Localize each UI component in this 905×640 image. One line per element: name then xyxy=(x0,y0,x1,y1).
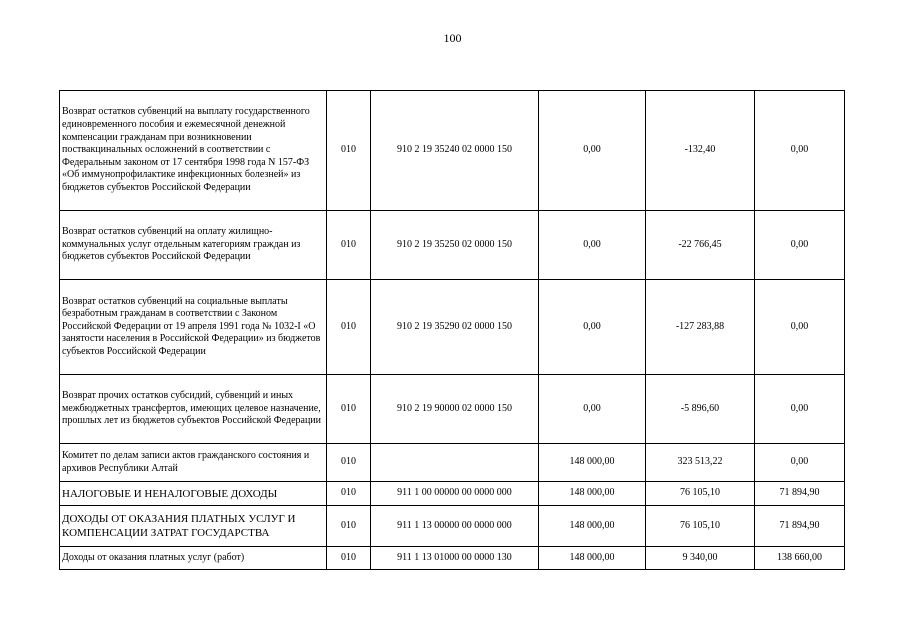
row-budget-code xyxy=(371,444,539,482)
row-budget-code: 910 2 19 90000 02 0000 150 xyxy=(371,375,539,444)
row-value-1: 0,00 xyxy=(539,211,646,280)
row-value-2: 76 105,10 xyxy=(646,506,755,547)
row-admin-code: 010 xyxy=(327,91,371,211)
row-value-2: 323 513,22 xyxy=(646,444,755,482)
row-name: НАЛОГОВЫЕ И НЕНАЛОГОВЫЕ ДОХОДЫ xyxy=(60,482,327,506)
row-value-3: 71 894,90 xyxy=(755,482,845,506)
row-value-2: -5 896,60 xyxy=(646,375,755,444)
row-admin-code: 010 xyxy=(327,280,371,375)
row-budget-code: 911 1 00 00000 00 0000 000 xyxy=(371,482,539,506)
row-value-1: 148 000,00 xyxy=(539,506,646,547)
row-value-3: 0,00 xyxy=(755,444,845,482)
row-value-3: 0,00 xyxy=(755,375,845,444)
row-admin-code: 010 xyxy=(327,506,371,547)
row-admin-code: 010 xyxy=(327,375,371,444)
row-value-3: 71 894,90 xyxy=(755,506,845,547)
row-value-1: 0,00 xyxy=(539,375,646,444)
row-value-2: -132,40 xyxy=(646,91,755,211)
table-row xyxy=(60,444,845,482)
row-value-3: 0,00 xyxy=(755,211,845,280)
row-value-3: 0,00 xyxy=(755,91,845,211)
table-row xyxy=(60,91,845,211)
row-name: Возврат остатков субвенций на оплату жилищно-коммунальных услуг отдельным категориям граждан из бюджетов субъектов Российской Федерации xyxy=(60,211,327,280)
row-value-1: 0,00 xyxy=(539,91,646,211)
row-name: Комитет по делам записи актов гражданского состояния и архивов Республики Алтай xyxy=(60,444,327,482)
table-row xyxy=(60,375,845,444)
row-admin-code: 010 xyxy=(327,211,371,280)
row-admin-code: 010 xyxy=(327,547,371,570)
row-value-2: 76 105,10 xyxy=(646,482,755,506)
row-name: Возврат прочих остатков субсидий, субвенций и иных межбюджетных трансфертов, имеющих целевое назначение, прошлых лет из бюджетов субъектов Российской Федерации xyxy=(60,375,327,444)
row-value-2: 9 340,00 xyxy=(646,547,755,570)
table-row xyxy=(60,280,845,375)
row-value-1: 148 000,00 xyxy=(539,444,646,482)
row-budget-code: 910 2 19 35290 02 0000 150 xyxy=(371,280,539,375)
row-name: Доходы от оказания платных услуг (работ) xyxy=(60,547,327,570)
table-row xyxy=(60,506,845,547)
row-value-3: 0,00 xyxy=(755,280,845,375)
budget-table xyxy=(59,90,845,570)
row-name: Возврат остатков субвенций на социальные выплаты безработным гражданам в соответствии с Законом Российской Федерации от 19 апреля 1991 года № 1032-I «О занятости населения в Российской Федерации» из бюджетов субъектов Российской Федерации xyxy=(60,280,327,375)
row-admin-code: 010 xyxy=(327,444,371,482)
row-name: Возврат остатков субвенций на выплату государственного единовременного пособия и ежемесячной денежной компенсации гражданам при возникновении поствакцинальных осложнений в соответствии с Федеральным законом от 17 сентября 1998 года N 157-ФЗ «Об иммунопрофилактике инфекционных болезней» из бюджетов субъектов Российской Федерации xyxy=(60,91,327,211)
row-budget-code: 911 1 13 00000 00 0000 000 xyxy=(371,506,539,547)
row-value-2: -127 283,88 xyxy=(646,280,755,375)
row-value-1: 148 000,00 xyxy=(539,547,646,570)
row-value-2: -22 766,45 xyxy=(646,211,755,280)
row-value-3: 138 660,00 xyxy=(755,547,845,570)
row-name: ДОХОДЫ ОТ ОКАЗАНИЯ ПЛАТНЫХ УСЛУГ И КОМПЕНСАЦИИ ЗАТРАТ ГОСУДАРСТВА xyxy=(60,506,327,547)
table-row xyxy=(60,547,845,570)
row-budget-code: 911 1 13 01000 00 0000 130 xyxy=(371,547,539,570)
table-row xyxy=(60,211,845,280)
row-value-1: 0,00 xyxy=(539,280,646,375)
row-budget-code: 910 2 19 35250 02 0000 150 xyxy=(371,211,539,280)
page-number: 100 xyxy=(443,31,462,45)
row-budget-code: 910 2 19 35240 02 0000 150 xyxy=(371,91,539,211)
row-admin-code: 010 xyxy=(327,482,371,506)
row-value-1: 148 000,00 xyxy=(539,482,646,506)
table-row xyxy=(60,482,845,506)
